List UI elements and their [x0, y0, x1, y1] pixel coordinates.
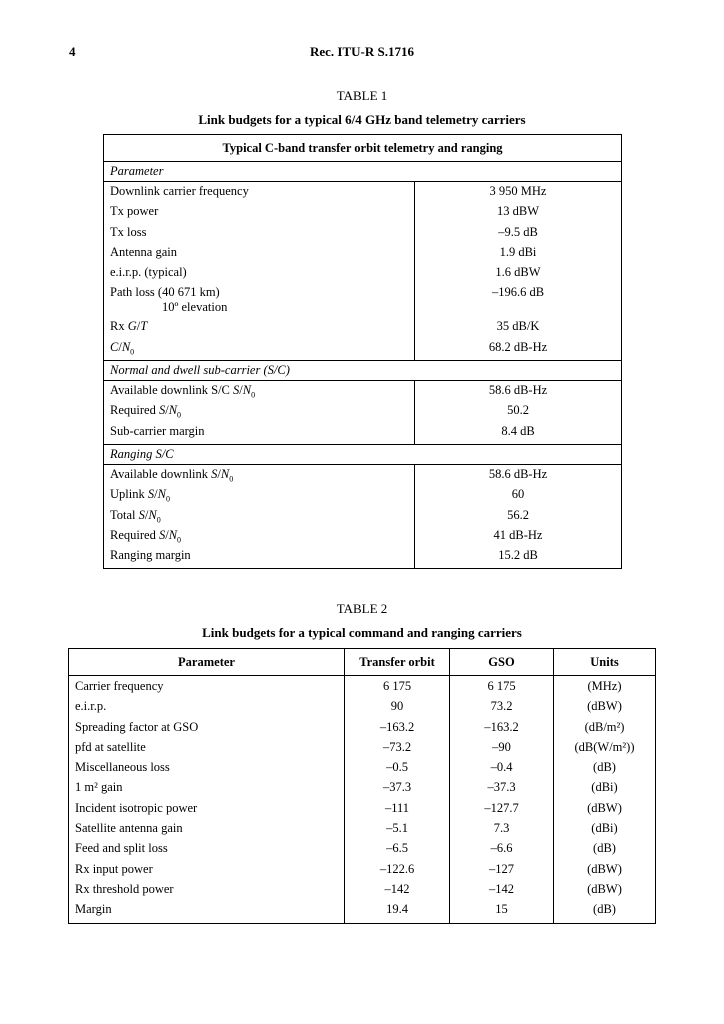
units-cell: (dB/m²) [554, 720, 656, 740]
gso-cell: –0.4 [450, 760, 554, 780]
value-cell: 58.6 dB-Hz [488, 383, 548, 398]
param-cell: e.i.r.p. (typical) [104, 265, 415, 285]
units-cell: (dBW) [554, 862, 656, 882]
units-cell: (dBW) [554, 801, 656, 821]
value-cell: 41 dB-Hz [493, 527, 543, 542]
table-row [104, 285, 622, 319]
table-row [104, 424, 622, 445]
table-row [104, 381, 622, 404]
param-cell: Ranging margin [104, 548, 415, 569]
param-cell: e.i.r.p. [69, 699, 345, 719]
column-header: Units [554, 649, 656, 676]
running-title: Rec. ITU-R S.1716 [310, 44, 414, 59]
param-line2: 10º elevation [162, 300, 228, 315]
table-row [69, 902, 656, 923]
param-cell: Total $S/N_0$ [104, 508, 415, 528]
gso-cell: –37.3 [450, 780, 554, 800]
param-cell: Rx G/T [104, 319, 415, 339]
table-row [69, 720, 656, 740]
table2-title: Link budgets for a typical command and ranging carriers [202, 625, 522, 640]
gso-cell: –127 [450, 862, 554, 882]
value-cell: 35 dB/K [496, 319, 540, 334]
param-cell: Available downlink S/C $S/N_0$ [104, 381, 415, 404]
value-cell: 13 dBW [496, 204, 539, 219]
table1-label: TABLE 1 [336, 88, 388, 103]
transfer-orbit-cell: –111 [345, 801, 450, 821]
units-cell: (dB) [554, 902, 656, 923]
table-row [69, 882, 656, 902]
transfer-orbit-cell: –73.2 [345, 740, 450, 760]
gso-cell: 15 [450, 902, 554, 923]
param-cell: Rx input power [69, 862, 345, 882]
param-cell: Miscellaneous loss [69, 760, 345, 780]
table1-heading: Typical C-band transfer orbit telemetry and ranging [104, 135, 622, 162]
param-cell: Available downlink $S/N_0$ [104, 464, 415, 487]
table-row [104, 182, 622, 205]
param-cell: Required $S/N_0$ [104, 528, 415, 548]
param-cell: Carrier frequency [69, 676, 345, 700]
table1-title: Link budgets for a typical 6/4 GHz band telemetry carriers [198, 112, 526, 127]
column-header: Parameter [69, 649, 345, 676]
param-cell: Sub-carrier margin [104, 424, 415, 445]
param-cell: Tx power [104, 204, 415, 224]
transfer-orbit-cell: –122.6 [345, 862, 450, 882]
gso-cell: –142 [450, 882, 554, 902]
transfer-orbit-cell: –5.1 [345, 821, 450, 841]
table-row [104, 340, 622, 361]
units-cell: (dBW) [554, 882, 656, 902]
units-cell: (dB(W/m²)) [554, 740, 656, 760]
param-cell: 1 m² gain [69, 780, 345, 800]
transfer-orbit-cell: 90 [345, 699, 450, 719]
value-cell: 1.6 dBW [495, 265, 541, 280]
param-line1: Path loss (40 671 km) [110, 285, 220, 300]
value-cell: 68.2 dB-Hz [488, 339, 548, 354]
units-cell: (dBi) [554, 780, 656, 800]
table1 [103, 134, 622, 569]
gso-cell: 73.2 [450, 699, 554, 719]
table-row [104, 548, 622, 569]
table1-section-ranging: Ranging S/C [104, 444, 622, 464]
value-cell: –196.6 dB [491, 285, 545, 300]
table1-section-parameter: Parameter [104, 162, 622, 182]
value-cell: 15.2 dB [498, 548, 538, 563]
transfer-orbit-cell: –37.3 [345, 780, 450, 800]
value-cell: 50.2 [507, 403, 529, 418]
transfer-orbit-cell: –0.5 [345, 760, 450, 780]
table-row [104, 464, 622, 487]
value-cell: 1.9 dBi [499, 244, 537, 259]
gso-cell: 6 175 [450, 676, 554, 700]
value-cell: 58.6 dB-Hz [488, 466, 548, 481]
table-row [104, 265, 622, 285]
gso-cell: 7.3 [450, 821, 554, 841]
param-cell: Rx threshold power [69, 882, 345, 902]
gso-cell: –6.6 [450, 841, 554, 861]
table-row [69, 760, 656, 780]
table-row [104, 245, 622, 265]
table-header-row [69, 649, 656, 676]
units-cell: (dB) [554, 841, 656, 861]
param-cell: Downlink carrier frequency [104, 182, 415, 205]
table-row [104, 403, 622, 423]
table-row [69, 740, 656, 760]
value-cell: 60 [511, 487, 525, 502]
table-row [69, 801, 656, 821]
gso-cell: –163.2 [450, 720, 554, 740]
table-row [69, 676, 656, 700]
param-cell: Tx loss [104, 225, 415, 245]
table2-label: TABLE 2 [336, 601, 388, 616]
table-row [104, 487, 622, 507]
value-cell: 56.2 [507, 507, 529, 522]
transfer-orbit-cell: 6 175 [345, 676, 450, 700]
units-cell: (dBi) [554, 821, 656, 841]
param-cell [104, 285, 415, 319]
units-cell: (dBW) [554, 699, 656, 719]
transfer-orbit-cell: –6.5 [345, 841, 450, 861]
table-row [69, 780, 656, 800]
column-header: Transfer orbit [345, 649, 450, 676]
gso-cell: –127.7 [450, 801, 554, 821]
transfer-orbit-cell: –163.2 [345, 720, 450, 740]
table-row [69, 821, 656, 841]
table-row [69, 699, 656, 719]
gso-cell: –90 [450, 740, 554, 760]
param-cell: Spreading factor at GSO [69, 720, 345, 740]
param-cell: Required $S/N_0$ [104, 403, 415, 423]
units-cell: (dB) [554, 760, 656, 780]
param-cell: Feed and split loss [69, 841, 345, 861]
param-cell: Incident isotropic power [69, 801, 345, 821]
table-row [104, 319, 622, 339]
transfer-orbit-cell: –142 [345, 882, 450, 902]
table-row [104, 225, 622, 245]
param-cell: Margin [69, 902, 345, 923]
value-cell: 3 950 MHz [489, 184, 547, 198]
param-cell: Uplink $S/N_0$ [104, 487, 415, 507]
transfer-orbit-cell: 19.4 [345, 902, 450, 923]
units-cell: (MHz) [554, 676, 656, 700]
table2-body [69, 676, 656, 924]
table-row [69, 841, 656, 861]
table-row [104, 528, 622, 548]
param-cell: Antenna gain [104, 245, 415, 265]
column-header: GSO [450, 649, 554, 676]
param-cell: $C/N_0$ [104, 340, 415, 361]
table-row [104, 204, 622, 224]
param-cell: Satellite antenna gain [69, 821, 345, 841]
param-cell: pfd at satellite [69, 740, 345, 760]
table1-section-subcarrier: Normal and dwell sub-carrier (S/C) [104, 361, 622, 381]
page-number: 4 [69, 44, 76, 59]
value-cell: –9.5 dB [498, 224, 538, 239]
value-cell: 8.4 dB [501, 423, 535, 438]
table2 [68, 648, 656, 924]
table-row [69, 862, 656, 882]
table-row [104, 508, 622, 528]
